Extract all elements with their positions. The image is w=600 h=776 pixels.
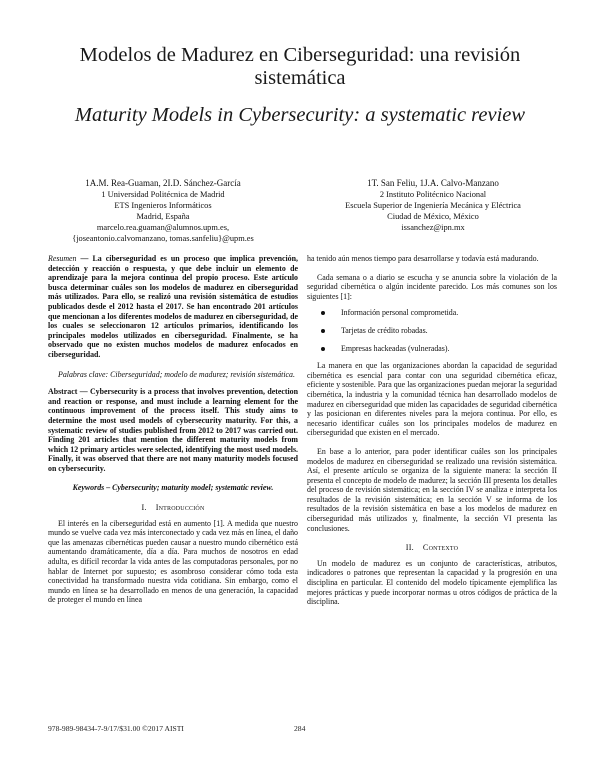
- list-item: Tarjetas de crédito robadas.: [321, 326, 557, 336]
- section-title: Introducción: [155, 503, 205, 513]
- body-paragraph: El interés en la ciberseguridad está en aumento [1]. A medida que nuestro mundo se vuelve cada vez más interconectado y cada vez más en línea, el daño que las amenazas cibernéticas pueden causar a nuestro mundo cibernético está aumentando dramáticamente, día a día. Para muchos de nosotros en edad adulta, es difícil recordar la vida antes de las computadoras personales, por no hablar de Internet por supuesto; es asombroso considerar cómo toda esta conectividad ha transformado nuestra vida cotidiana. Sin embargo, como el mundo en línea se ha desarrollado en menos de una generación, la capacidad de proteger el mundo en línea: [48, 518, 298, 605]
- section-number: I.: [141, 503, 147, 513]
- paper-title-english: Maturity Models in Cybersecurity: a systematic review: [74, 104, 526, 126]
- resumen-label: Resumen: [48, 254, 77, 263]
- body-paragraph: Cada semana o a diario se escucha y se anuncia sobre la violación de la seguridad cibernética o algún incidente parecido. Los más comunes son los siguientes [1]:: [307, 272, 557, 301]
- author-email: marcelo.rea.guaman@alumnos.upm.es,: [96, 223, 230, 233]
- affiliation-line: Madrid, España: [136, 212, 190, 222]
- list-item: Información personal comprometida.: [321, 308, 557, 318]
- abstract-paragraph: Abstract — Cybersecurity is a process that involves prevention, detection and reaction or response, and must include a learning element for the continuous improvement of the process itself. This study aims to determine the most used models of cybersecurity maturity. For this, a systematic review of studies published from 2012 to 2017 was carried out. Finding 201 articles that mention the different maturity models from which 12 primary articles were selected, identifying the most used models. Finally, it was observed that there are not many maturity models focused on cybersecurity.: [48, 387, 298, 473]
- paper-title-spanish: Modelos de Madurez en Ciberseguridad: una revisión sistemática: [79, 44, 521, 89]
- author-names: 1T. San Feliu, 1J.A. Calvo-Manzano: [367, 178, 499, 188]
- section-number: II.: [405, 543, 414, 553]
- footer-isbn: 978-989-98434-7-9/17/$31.00 ©2017 AISTI: [48, 724, 184, 733]
- keywords: Keywords – Cybersecurity; maturity model; systematic review.: [72, 483, 274, 493]
- bullet-icon: [321, 347, 325, 351]
- section-heading-introduccion: [48, 503, 298, 513]
- bullet-icon: [321, 311, 325, 315]
- author-email: {joseantonio.calvomanzano, tomas.sanfeliu}@upm.es: [72, 234, 254, 244]
- affiliation-line: Ciudad de México, México: [387, 212, 479, 222]
- affiliation-line: 1 Universidad Politécnica de Madrid: [101, 190, 225, 199]
- resumen-text: — La ciberseguridad es un proceso que implica prevención, detección y reacción o respuesta, y que debe incluir un elemento de aprendizaje para la mejora continua del propio proceso. Este artículo busca determinar cuáles son los modelos de madurez en ciberseguridad más utilizados. Para ello, se realizó una revisión sistemática de estudios publicados desde el 2012 hasta el 2017. Se han encontrado 201 artículos que mencionan a los diferentes modelos de madurez en ciberseguridad, de los cuales se seleccionaron 12 artículos primarios, identificando los principales modelos utilizados en ciberseguridad. Finalmente, se ha observado que no existen muchos modelos de madurez enfocados en ciberseguridad.: [48, 254, 298, 359]
- affiliation-line: 2 Instituto Politécnico Nacional: [379, 190, 487, 199]
- bullet-icon: [321, 329, 325, 333]
- page-number: 284: [294, 724, 306, 733]
- affiliation-line: ETS Ingenieros Informáticos: [114, 201, 212, 211]
- bullet-list: [307, 308, 557, 353]
- affiliation-line: Escuela Superior de Ingeniería Mecánica y Eléctrica: [345, 201, 521, 211]
- section-title: Contexto: [422, 543, 459, 553]
- right-column: [307, 254, 557, 607]
- palabras-clave: Palabras clave: Ciberseguridad; modelo de madurez; revisión sistemática.: [58, 369, 295, 379]
- list-item: Empresas hackeadas (vulneradas).: [321, 344, 557, 354]
- body-paragraph: En base a lo anterior, para poder identificar cuáles son los principales modelos de madurez en ciberseguridad se realizado una revisión sistemática. Así, el presente artículo se organiza de la siguiente manera: la sección II presenta el concepto de modelo de madurez; la sección III presenta los detalles del proceso de revisión sistemática; en la sección IV se analiza e interpreta los resultados de la revisión sistemática; en la sección V se informa de los resultados de la revisión sistemática en base a los modelos de madurez en ciberseguridad más utilizados y, finalmente, la sección VI presenta las conclusiones.: [307, 446, 557, 533]
- left-column: [48, 254, 298, 605]
- body-paragraph: Un modelo de madurez es un conjunto de características, atributos, indicadores o patrones que representan la capacidad y la progresión en una disciplina en particular. El contenido del modelo típicamente ejemplifica las mejores prácticas y puede incorporar normas u otros códigos de práctica de la disciplina.: [307, 558, 557, 607]
- author-block-right: [318, 177, 548, 233]
- body-paragraph-continued: ha tenido aún menos tiempo para desarrollarse y todavía está madurando.: [307, 254, 539, 263]
- author-email: issanchez@ipn.mx: [401, 223, 465, 233]
- author-block-left: [48, 177, 278, 244]
- body-paragraph: La manera en que las organizaciones abordan la capacidad de seguridad cibernética es esencial para contar con una seguridad cibernética eficaz, eficiente y sostenible. Para que las organizaciones puedan mejorar la seguridad cibernética, la industria y la comunidad técnica han desarrollado modelos de madurez en ciberseguridad que miden las capacidades de seguridad cibernética y las posicionan en diferentes niveles para la mejora continua. Por ello, es necesario identificar cuáles son los principales modelos de madurez en ciberseguridad que existen en el mercado.: [307, 361, 557, 438]
- section-heading-contexto: [307, 543, 557, 553]
- author-names: 1A.M. Rea-Guaman, 2I.D. Sánchez-García: [85, 178, 241, 188]
- resumen-paragraph: [48, 254, 298, 360]
